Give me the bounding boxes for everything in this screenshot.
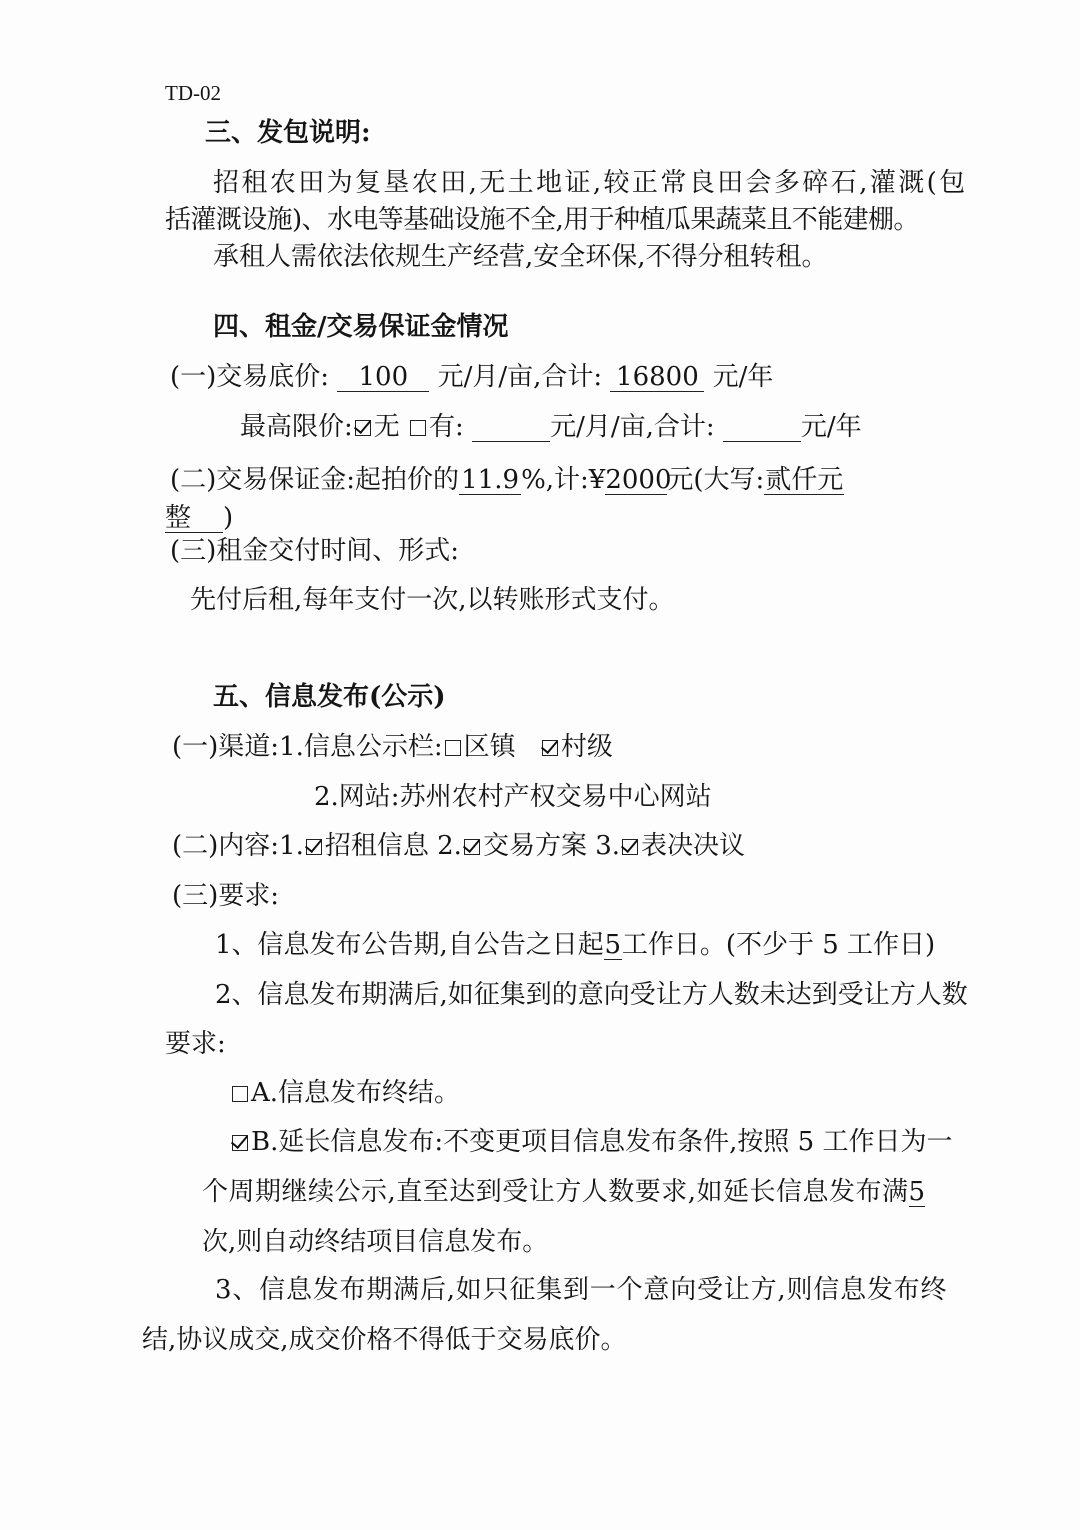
option-a bbox=[230, 1078, 460, 1108]
requirement-2-line-1: 2、信息发布期满后,如征集到的意向受让方人数未达到受让方人数 bbox=[215, 980, 968, 1010]
announcement-days: 5 bbox=[604, 930, 622, 960]
deposit-words-part-2: 整 bbox=[165, 504, 223, 533]
content-1-label: 招租信息 2. bbox=[324, 831, 462, 861]
section-5-heading: 五、信息发布(公示) bbox=[213, 682, 446, 712]
requirement-3-line-2: 结,协议成交,成交价格不得低于交易底价。 bbox=[142, 1325, 627, 1355]
deposit-percent: 11.9 bbox=[459, 466, 521, 495]
deposit-tail: 元(大写: bbox=[667, 465, 765, 495]
max-none-checkbox[interactable] bbox=[355, 420, 371, 436]
deposit-line-2 bbox=[165, 503, 233, 533]
base-price-line bbox=[170, 362, 773, 392]
option-b-line-2 bbox=[202, 1177, 925, 1207]
max-has-checkbox[interactable] bbox=[410, 420, 426, 436]
max-price-label: 最高限价: bbox=[240, 412, 353, 442]
extension-times: 5 bbox=[908, 1177, 926, 1207]
option-b-text-2: 个周期继续公示,直至达到受让方人数要求,如延长信息发布满 bbox=[202, 1177, 909, 1207]
requirement-1-text-b: 工作日。(不少于 5 工作日) bbox=[621, 930, 936, 960]
deposit-label: (二)交易保证金:起拍价的 bbox=[170, 465, 460, 495]
channel-village-label: 村级 bbox=[560, 732, 613, 762]
deposit-amount: 2000 bbox=[605, 465, 672, 495]
option-b-line-3: 次,则自动终结项目信息发布。 bbox=[202, 1227, 549, 1257]
deposit-close: ) bbox=[223, 503, 234, 533]
requirement-3-line-1: 3、信息发布期满后,如只征集到一个意向受让方,则信息发布终 bbox=[215, 1275, 948, 1305]
deposit-mid: %,计:¥ bbox=[521, 465, 606, 495]
option-b-line-1 bbox=[230, 1127, 952, 1157]
max-price-unit: 元/月/亩,合计: bbox=[550, 412, 715, 442]
max-has-label: 有: bbox=[429, 412, 464, 442]
payment-text: 先付后租,每年支付一次,以转账形式支付。 bbox=[190, 585, 675, 615]
content-line bbox=[172, 831, 745, 861]
option-a-checkbox[interactable] bbox=[232, 1086, 248, 1102]
content-2-label: 交易方案 3. bbox=[482, 831, 621, 861]
deposit-words-part-1: 贰仟元 bbox=[765, 465, 844, 495]
requirement-2-line-2: 要求: bbox=[165, 1029, 226, 1059]
section-4-heading: 四、租金/交易保证金情况 bbox=[213, 312, 509, 342]
max-price-blank bbox=[472, 413, 550, 442]
section-3-paragraph-1-line-2: 括灌溉设施)、水电等基础设施不全,用于种植瓜果蔬菜且不能建棚。 bbox=[165, 205, 919, 235]
channel-village-checkbox[interactable] bbox=[542, 740, 558, 756]
base-price-value: 100 bbox=[337, 363, 429, 392]
option-b-label: B.延长信息发布:不变更项目信息发布条件,按照 5 工作日为一 bbox=[251, 1127, 953, 1157]
website-line: 2.网站:苏州农村产权交易中心网站 bbox=[314, 782, 712, 812]
deposit-line bbox=[170, 465, 844, 495]
max-total-blank bbox=[723, 413, 801, 442]
section-3-paragraph-1-line-1: 招租农田为复垦农田,无土地证,较正常良田会多碎石,灌溉(包 bbox=[213, 168, 968, 198]
channel-town-label: 区镇 bbox=[463, 732, 516, 762]
requirement-1-text-a: 1、信息发布公告期,自公告之日起 bbox=[215, 930, 604, 960]
content-1-checkbox[interactable] bbox=[306, 839, 322, 855]
content-2-checkbox[interactable] bbox=[464, 839, 480, 855]
channel-line bbox=[172, 732, 613, 762]
section-3-heading: 三、发包说明: bbox=[205, 118, 371, 148]
requirement-1 bbox=[215, 930, 935, 960]
requirements-label: (三)要求: bbox=[172, 881, 280, 911]
section-3-paragraph-2: 承租人需依法依规生产经营,安全环保,不得分租转租。 bbox=[213, 242, 828, 272]
option-b-checkbox[interactable] bbox=[232, 1135, 248, 1151]
content-3-checkbox[interactable] bbox=[622, 839, 638, 855]
payment-label: (三)租金交付时间、形式: bbox=[170, 536, 460, 566]
base-price-label: (一)交易底价: bbox=[170, 362, 330, 392]
base-price-total-unit: 元/年 bbox=[712, 362, 774, 392]
channel-label: (一)渠道:1.信息公示栏: bbox=[172, 732, 443, 762]
content-3-label: 表决决议 bbox=[641, 831, 746, 861]
base-price-total: 16800 bbox=[610, 363, 704, 392]
channel-town-checkbox[interactable] bbox=[445, 740, 461, 756]
max-none-label: 无 bbox=[373, 412, 400, 442]
max-total-unit: 元/年 bbox=[800, 412, 862, 442]
content-label: (二)内容:1. bbox=[172, 831, 304, 861]
base-price-unit: 元/月/亩,合计: bbox=[437, 362, 603, 392]
max-price-line bbox=[240, 412, 862, 442]
document-code: TD-02 bbox=[165, 81, 221, 105]
option-a-label: A.信息发布终结。 bbox=[251, 1078, 461, 1108]
